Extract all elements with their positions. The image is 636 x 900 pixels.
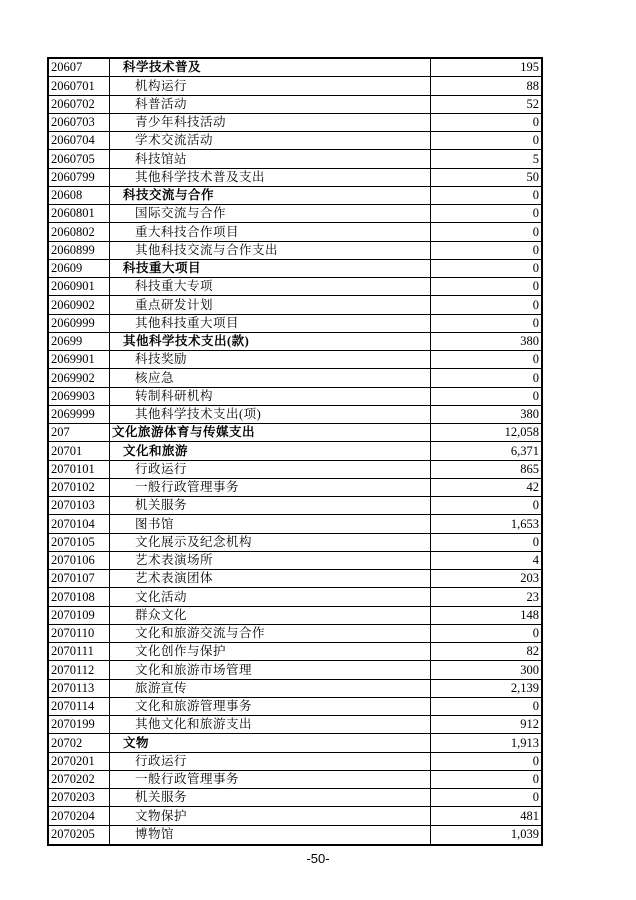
page-number: -50-	[306, 851, 330, 866]
row-name: 国际交流与合作	[110, 205, 431, 222]
table-row	[49, 150, 541, 168]
row-name: 文化旅游体育与传媒支出	[110, 424, 431, 441]
row-name: 行政运行	[110, 753, 431, 770]
row-code: 2070101	[49, 461, 110, 478]
row-name: 科技重大专项	[110, 278, 431, 295]
row-code: 2070113	[49, 680, 110, 697]
row-name: 其他科学技术支出(项)	[110, 406, 431, 423]
row-name: 旅游宣传	[110, 680, 431, 697]
table-row	[49, 351, 541, 369]
row-value: 0	[532, 206, 539, 221]
table-row	[49, 442, 541, 460]
table-row	[49, 333, 541, 351]
row-value: 5	[532, 151, 539, 166]
row-code: 2070203	[49, 789, 110, 806]
row-name: 青少年科技活动	[110, 114, 431, 131]
table-row	[49, 570, 541, 588]
row-code: 2060901	[49, 278, 110, 295]
row-name: 核应急	[110, 369, 431, 386]
row-name: 文化和旅游交流与合作	[110, 625, 431, 642]
row-value: 0	[532, 790, 539, 805]
row-name: 机关服务	[110, 789, 431, 806]
table-row	[49, 680, 541, 698]
row-value: 0	[532, 261, 539, 276]
table-row	[49, 771, 541, 789]
row-code: 2060701	[49, 77, 110, 94]
table-row	[49, 461, 541, 479]
row-code: 2070112	[49, 661, 110, 678]
table-row	[49, 296, 541, 314]
row-code: 20608	[49, 187, 110, 204]
table-row	[49, 625, 541, 643]
row-code: 20609	[49, 260, 110, 277]
row-code: 2070205	[49, 826, 110, 844]
row-code: 2070111	[49, 643, 110, 660]
table-row	[49, 716, 541, 734]
table-row	[49, 169, 541, 187]
row-name: 博物馆	[110, 826, 431, 844]
row-code: 2070106	[49, 552, 110, 569]
row-name: 文化和旅游市场管理	[110, 661, 431, 678]
row-code: 2060702	[49, 96, 110, 113]
row-value: 195	[520, 60, 539, 75]
row-value: 88	[526, 78, 539, 93]
table-row	[49, 807, 541, 825]
row-value: 300	[520, 662, 539, 677]
row-code: 2070103	[49, 497, 110, 514]
row-code: 2060902	[49, 296, 110, 313]
table-row	[49, 59, 541, 77]
row-code: 20607	[49, 59, 110, 76]
row-code: 2070204	[49, 807, 110, 824]
row-name: 群众文化	[110, 607, 431, 624]
row-value: 912	[520, 717, 539, 732]
row-code: 2070109	[49, 607, 110, 624]
row-code: 2060704	[49, 132, 110, 149]
row-code: 2060703	[49, 114, 110, 131]
row-name: 艺术表演场所	[110, 552, 431, 569]
row-value: 0	[532, 224, 539, 239]
table-row	[49, 205, 541, 223]
table-row	[49, 643, 541, 661]
row-value: 148	[520, 607, 539, 622]
row-value: 0	[532, 370, 539, 385]
row-value: 2,139	[510, 680, 539, 695]
table-row	[49, 734, 541, 752]
row-value: 481	[520, 808, 539, 823]
table-row	[49, 278, 541, 296]
row-value: 0	[532, 699, 539, 714]
row-name: 文化和旅游	[110, 442, 431, 459]
row-value: 82	[526, 644, 539, 659]
table-row	[49, 497, 541, 515]
row-code: 2060705	[49, 150, 110, 167]
row-name: 文化创作与保护	[110, 643, 431, 660]
row-value: 50	[526, 169, 539, 184]
table-row	[49, 260, 541, 278]
table-row	[49, 96, 541, 114]
table-row	[49, 588, 541, 606]
table-row	[49, 826, 541, 844]
row-value: 865	[520, 461, 539, 476]
row-code: 2069901	[49, 351, 110, 368]
row-name: 学术交流活动	[110, 132, 431, 149]
row-value: 0	[532, 115, 539, 130]
table-row	[49, 515, 541, 533]
row-value: 52	[526, 96, 539, 111]
row-value: 203	[520, 571, 539, 586]
row-value: 12,058	[504, 425, 539, 440]
row-code: 20702	[49, 734, 110, 751]
row-value: 6,371	[510, 443, 539, 458]
row-value: 0	[532, 498, 539, 513]
table-row	[49, 789, 541, 807]
row-name: 一般行政管理事务	[110, 771, 431, 788]
row-value: 42	[526, 480, 539, 495]
table-row	[49, 661, 541, 679]
row-value: 0	[532, 297, 539, 312]
row-name: 科技奖励	[110, 351, 431, 368]
row-name: 重点研发计划	[110, 296, 431, 313]
table-row	[49, 114, 541, 132]
row-code: 2060999	[49, 315, 110, 332]
row-name: 行政运行	[110, 461, 431, 478]
row-value: 0	[532, 279, 539, 294]
row-code: 2069903	[49, 388, 110, 405]
row-value: 0	[532, 188, 539, 203]
row-name: 文化展示及纪念机构	[110, 534, 431, 551]
row-name: 艺术表演团体	[110, 570, 431, 587]
row-code: 2060899	[49, 242, 110, 259]
table-row	[49, 479, 541, 497]
table-row	[49, 388, 541, 406]
row-code: 2070108	[49, 588, 110, 605]
table-row	[49, 77, 541, 95]
row-name: 文化活动	[110, 588, 431, 605]
row-code: 2070202	[49, 771, 110, 788]
row-value: 380	[520, 334, 539, 349]
table-row	[49, 424, 541, 442]
row-value: 0	[532, 772, 539, 787]
row-name: 文物保护	[110, 807, 431, 824]
row-code: 2070104	[49, 515, 110, 532]
row-value: 4	[532, 553, 539, 568]
row-name: 一般行政管理事务	[110, 479, 431, 496]
row-value: 0	[532, 133, 539, 148]
row-value: 1,653	[510, 516, 539, 531]
row-code: 2070102	[49, 479, 110, 496]
row-name: 文化和旅游管理事务	[110, 698, 431, 715]
row-value: 0	[532, 534, 539, 549]
table-row	[49, 607, 541, 625]
row-code: 2070105	[49, 534, 110, 551]
row-name: 图书馆	[110, 515, 431, 532]
row-name: 科普活动	[110, 96, 431, 113]
row-code: 2060799	[49, 169, 110, 186]
row-code: 2069999	[49, 406, 110, 423]
row-name: 科技重大项目	[110, 260, 431, 277]
table-row	[49, 187, 541, 205]
row-name: 机关服务	[110, 497, 431, 514]
row-value: 0	[532, 388, 539, 403]
row-name: 科技馆站	[110, 150, 431, 167]
table-row	[49, 315, 541, 333]
row-value: 380	[520, 407, 539, 422]
row-value: 23	[526, 589, 539, 604]
row-name: 转制科研机构	[110, 388, 431, 405]
row-name: 其他科学技术支出(款)	[110, 333, 431, 350]
row-value: 0	[532, 242, 539, 257]
row-code: 2070114	[49, 698, 110, 715]
table-row	[49, 753, 541, 771]
table-row	[49, 369, 541, 387]
row-code: 2070110	[49, 625, 110, 642]
row-value: 0	[532, 352, 539, 367]
table-row	[49, 534, 541, 552]
row-value: 0	[532, 315, 539, 330]
row-code: 2069902	[49, 369, 110, 386]
row-name: 重大科技合作项目	[110, 223, 431, 240]
row-code: 2060802	[49, 223, 110, 240]
row-name: 其他科技重大项目	[110, 315, 431, 332]
table-row	[49, 132, 541, 150]
row-code: 20699	[49, 333, 110, 350]
row-name: 机构运行	[110, 77, 431, 94]
row-code: 2060801	[49, 205, 110, 222]
row-name: 科技交流与合作	[110, 187, 431, 204]
row-value: 1,039	[510, 827, 539, 842]
row-value: 0	[532, 626, 539, 641]
row-code: 2070201	[49, 753, 110, 770]
row-value: 0	[532, 753, 539, 768]
table-row	[49, 223, 541, 241]
row-code: 2070199	[49, 716, 110, 733]
row-code: 20701	[49, 442, 110, 459]
row-code: 2070107	[49, 570, 110, 587]
table-row	[49, 242, 541, 260]
table-row	[49, 698, 541, 716]
row-name: 文物	[110, 734, 431, 751]
row-name: 科学技术普及	[110, 59, 431, 76]
row-value: 1,913	[510, 735, 539, 750]
row-name: 其他科技交流与合作支出	[110, 242, 431, 259]
table-row	[49, 552, 541, 570]
table-row	[49, 406, 541, 424]
row-name: 其他科学技术普及支出	[110, 169, 431, 186]
budget-table	[47, 57, 543, 846]
row-name: 其他文化和旅游支出	[110, 716, 431, 733]
row-code: 207	[49, 424, 110, 441]
